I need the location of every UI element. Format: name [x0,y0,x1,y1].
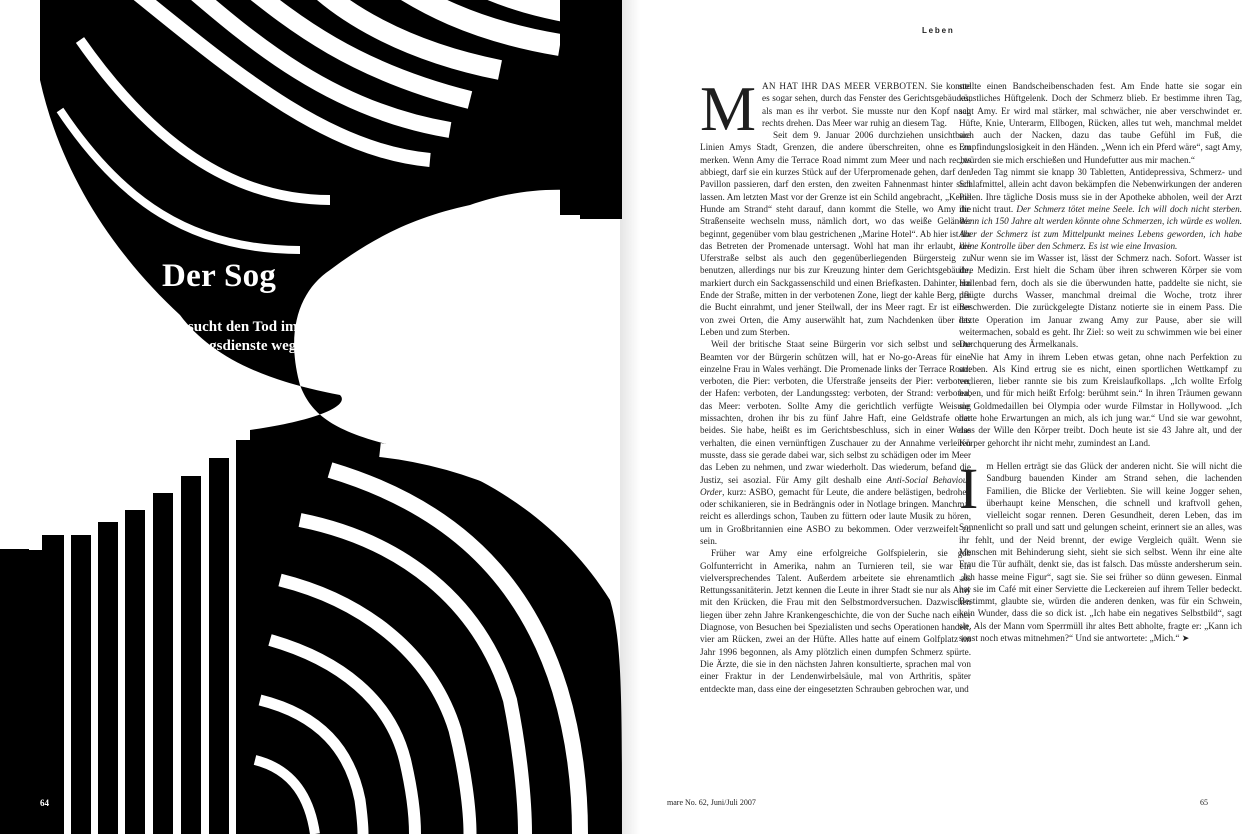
step-block [98,522,118,834]
article-paragraph [700,338,971,547]
italic-quote: Der Schmerz tötet meine Seele. Ich will doch nicht sterben. Wenn ich 150 Jahre alt werden könnte ohne Schmerzen, ich würde es wollen. Aber der Schmerz ist zum Mittelpunkt meines Lebens geworden, ich habe keine Kontrolle über den Schmerz. Es ist wie eine Invasion. [959,203,1242,251]
step-block [153,493,173,834]
paragraph-text: Sie konnte es sogar sehen, durch das Fenster des Gerichtsgebäudes, als man es ihr verbot. Sie musste nur den Kopf nach rechts drehen. Das Meer war ruhig an diesem Tag. [762,81,971,128]
article-title: Der Sog [162,258,277,294]
article-paragraph: stellte einen Bandscheibenschaden fest. Am Ende hatte sie sogar ein künstliches Hüftgelenk. Doch der Schmerz blieb. Er bestimme ihren Tag, sagt Amy. Er wird mal stärker, mal schwächer, nie aber verschwindet er. Hüfte, Knie, Unterarm, Ellbogen, Rücken, alles tut weh, manchmal meldet sich auch der Nacken, dazu das taube Gefühl im Fuß, die Empfindungslosigkeit in den Händen. „Wenn ich ein Pferd wäre“, sagt Amy, „würden sie mich erschießen und Hundefutter aus mir machen.“ [959,81,1242,165]
step-block [209,458,229,834]
article-paragraph [959,455,1242,644]
step-block [42,535,64,834]
text-column-1 [700,74,971,695]
paragraph-text: , kurz: ASBO, gemacht für Leute, die andere belästigen, bedrohen oder schikanieren, sie in Bedrängnis oder in Notlage bringen. Manchmal reicht es allerdings schon, Tauben zu füttern oder laute Musik zu hören, um in Großbritannien eine ASBO zu bekommen. Oder verzweifelt zu sein. [700,486,971,546]
page-number-left: 64 [40,798,49,808]
article-paragraph: Nur wenn sie im Wasser ist, lässt der Schmerz nach. Sofort. Wasser ist ihre Medizin. Erst hielt die Scham über ihren schweren Körper sie vom Hallenbad fern, doch als sie die überwunden hatte, paddelte sie nicht, sie pflügte durchs Wasser, manchmal dreimal die Woche, trotz ihrer Beschwerden. Die zurückgelegte Distanz notierte sie in einem Pass. Die letzte Operation im Januar zwang Amy zur Pause, aber sie will weitermachen, sobald es geht. Ihr Ziel: so weit zu schwimmen wie bei einer Durchquerung des Ärmelkanals. [959,253,1242,350]
article-paragraph: Seit dem 9. Januar 2006 durchziehen unsichtbare Linien Amys Stadt, Grenzen, die andere überschreiten, ohne es zu merken. Wenn Amy die Terrace Road nimmt zum Meer und nach rechts abbiegt, darf sie ein kurzes Stück auf der Uferpromenade gehen, darf den Pavillon passieren, darf den ersten, den zweiten Fahnenmast hinter sich lassen. Am letzten Mast vor der Grenze ist ein Schild angebracht, „Keine Hunde am Strand“ steht darauf, dann kommt die Stelle, wo Amy die Straßenseite wechseln muss, nämlich dort, wo das weiße Geländer beginnt, gegenüber vom blau gestrichenen „Marine Hotel“. Ab hier ist ihr das Betreten der Promenade untersagt. Wohl hat man ihr erlaubt, die Uferstraße selbst als auch den gegenüberliegenden Bürgersteig zu benutzen, allerdings nur bis zur Kreuzung hinter dem Gerichtsgebäude, markiert durch ein Sackgassenschild und einen Briefkasten. Dahinter, am Ende der Straße, mitten in der verbotenen Zone, liegt der kahle Berg, der die Bucht einrahmt, und jener Steilwall, der ins Meer ragt. Er ist einer von zwei Orten, die Amy auserwählt hat, zum Nachdenken über das Leben und zum Sterben. [700,130,971,337]
drop-cap: I [959,455,979,521]
step-block [560,0,622,215]
paragraph-text: m Hellen erträgt sie das Glück der anderen nicht. Sie will nicht die Sandburg bauenden Kinder am Strand sehen, die lachenden Familien, die Blicke der Verliebten. Sie will keine Jogger sehen, überhaupt keine Menschen, die schnell und kraftvoll gehen, vielleicht sogar rennen. Deren Gesundheit, deren Leben, das im Sonnenlicht so prall und satt und gelungen scheint, erinnert sie an alles, was ihr fehlt, und der Neid brennt, der ewige Vergleich quält. Wenn sie Menschen mit Behinderung sieht, sieht sie sich selbst. Wenn ihr eine alte Frau die Tür aufhält, denkt sie, das ist falsch. Das müsste andersherum sein. „Ich hasse meine Figur“, sagt sie. Sie sei früher so dünn gewesen. Einmal hat sie im Café mit einer Serviette die Leckereien auf ihrem Teller bedeckt. Bestimmt, glaubte sie, würden die anderen denken, was für ein Schwein, kein Wunder, dass die so dick ist. „Ich habe ein negatives Selbstbild“, sagt sie. Als der Mann vom Sperrmüll ihr altes Bett abholte, fragte er: „Kann ich sonst noch etwas mitnehmen?“ Und sie antwortete: „Mich.“ ➤ [959,460,1242,644]
lead-in: AN HAT IHR DAS MEER VERBOTEN. [762,81,928,91]
right-page [622,0,1250,834]
step-block [181,476,201,834]
paragraph-text: Weil der britische Staat seine Bürgerin vor sich selbst und seine Beamten vor der Bürgerin schützen will, hat er No-go-Areas für eine einzelne Frau in Wales verhängt. Die Promenade links der Terrace Road: verboten, die Pier: verboten, die Uferstraße jenseits der Pier: verboten, der Hafen: verboten, der Landungssteg: verboten, der Strand: verboten, das Meer: verboten. Sollte Amy die gerichtlich verfügte Weisung missachten, drohen ihr bis zu fünf Jahre Haft, eine Geldstrafe oder beides. Sie habe, heißt es im Gerichtsbeschluss, sich in einer Weise verhalten, die einen vernünftigen Zuschauer zu der Annahme verleiten musste, dass sie gerade dabei war, sich selbst zu schädigen oder im Meer das Leben zu nehmen, und zwar wiederholt. Das wiederum, befand die Justiz, sei asozial. Für Amy gilt deshalb eine [700,339,971,485]
step-block [71,535,91,834]
article-paragraph [700,74,971,144]
page-number-right: 65 [1200,798,1208,807]
left-page [0,0,622,834]
running-head: Leben [922,26,955,35]
paragraph-text: Jeden Tag nimmt sie knapp 30 Tabletten, Antidepressiva, Schmerz- und Schlafmittel, allein acht davon bekämpfen die Nebenwirkungen der anderen Pillen. Ihre tägliche Dosis muss sie in der Apotheke abholen, weil der Arzt ihr nicht traut. [959,167,1242,214]
magazine-footer: mare No. 62, Juni/Juli 2007 [667,798,756,807]
step-block [125,510,145,834]
byline: Von Sandra Schulz [378,402,475,414]
drop-cap: M [700,74,757,144]
article-paragraph: Früher war Amy eine erfolgreiche Golfspielerin, sie gab Golfunterricht in Amerika, nahm an Turnieren teil, sie war ein vielversprechendes Talent. Außerdem arbeitete sie ehrenamtlich als Rettungssanitäterin. Jetzt kennen die Leute in ihrer Stadt sie nur als Amy mit den Krücken, die Frau mit den Selbstmordversuchen. Dazwischen liegen über zehn Jahre Krankengeschichte, die von der Suche nach einer Diagnose, von Besuchen bei Spezialisten und sechs Operationen handelt, vier am Rücken, zwei an der Hüfte. Alles hatte auf einem Golfplatz im Jahr 1996 begonnen, als Amy plötzlich einen dumpfen Schmerz spürte. Die Ärzte, die sie in den nächsten Jahren konsultierte, sprachen mal von einer Fraktur in der Lendenwirbelsäule, mal von Arthritis, später entdeckte man, dass eine der eingesetzten Schrauben gebrochen war, und [700,548,971,694]
s-letter-illustration [0,0,622,834]
step-block [236,440,250,834]
text-column-2 [959,80,1242,644]
step-block [0,549,29,834]
italic-term: Anti-Social Behaviour Order [700,474,971,497]
article-paragraph: Nie hat Amy in ihrem Leben etwas getan, ohne nach Perfektion zu streben. Als Kind ertrug sie es nicht, einen sportlichen Wettkampf zu verlieren, lieber rannte sie bis zum Kreislaufkollaps. „Ich wollte Erfolg haben, und für mich heißt Erfolg: berühmt sein.“ In ihren Träumen gewann sie Goldmedaillen bei Olympia oder wurde Filmstar in Hollywood. „Ich hatte hohe Erwartungen an mich, als ich jung war.“ Und sie war gewohnt, dass der Wille den Körper treibt. Doch heute ist sie 43 Jahre alt, und der Körper gehorcht ihr nicht mehr, zumindest an Land. [959,351,1242,448]
article-paragraph [959,166,1242,252]
article-subtitle: Sie sucht den Tod im Meer. 36 Mal rückten Rettungsdienste wegen ihr aus. Wer ist diese Frau? [165,319,491,354]
step-block [580,195,622,219]
